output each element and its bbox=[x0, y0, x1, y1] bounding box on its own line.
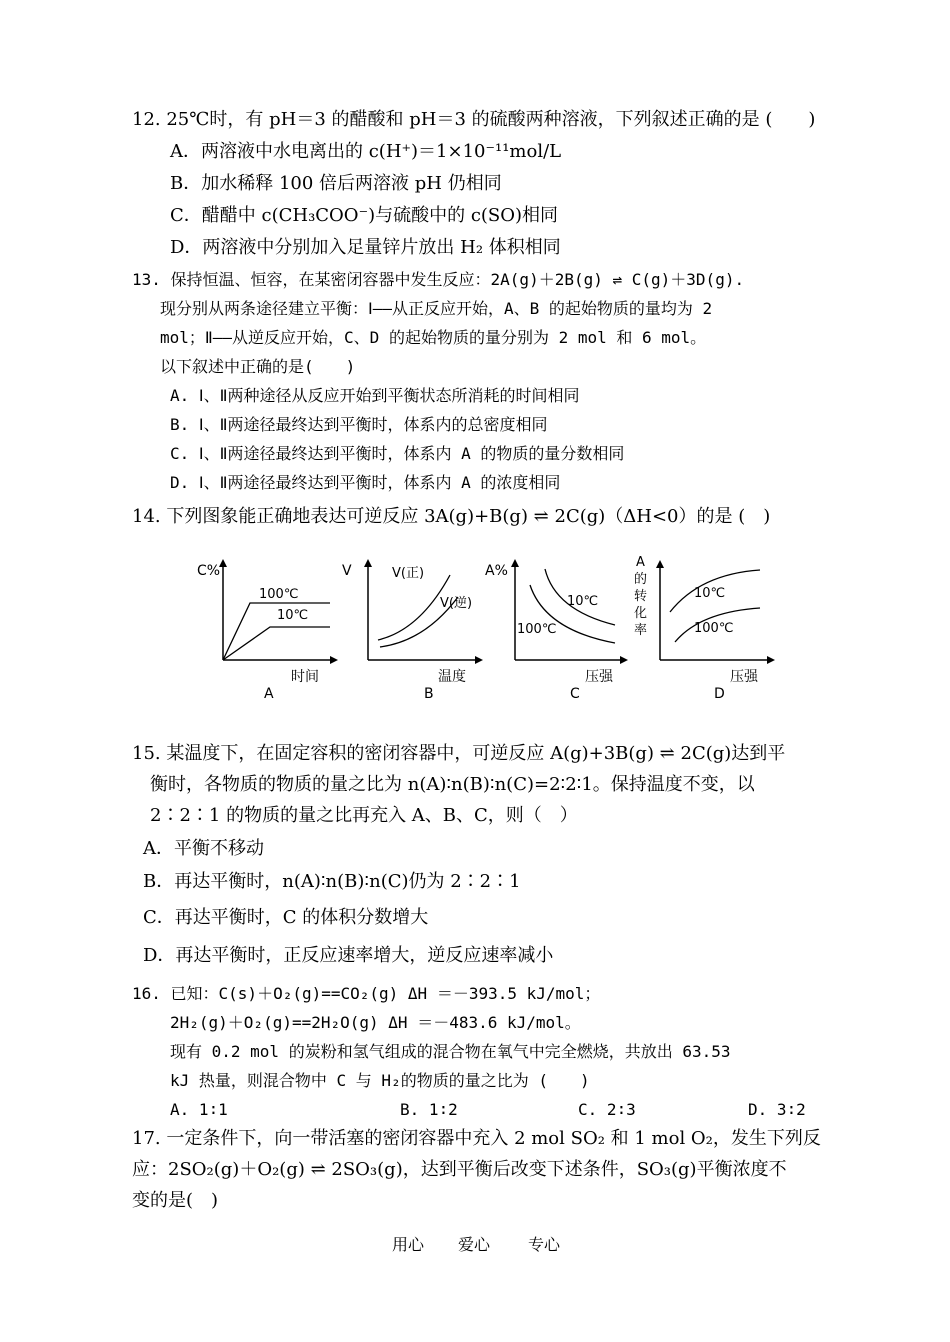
q13-option-a: A. Ⅰ、Ⅱ两种途径从反应开始到平衡状态所消耗的时间相同 bbox=[170, 386, 580, 405]
graph-d bbox=[630, 552, 780, 687]
graph-c-label-100: 100℃ bbox=[517, 622, 557, 637]
graph-a-label-10: 10℃ bbox=[277, 608, 309, 623]
graph-d-ylabel-4: 化 bbox=[634, 606, 648, 621]
q15-option-b: B．再达平衡时，n(A)∶n(B)∶n(C)仍为 2∶2∶1 bbox=[143, 871, 521, 892]
q15-option-c: C．再达平衡时，C 的体积分数增大 bbox=[143, 907, 429, 928]
q17-line-1: 17. 一定条件下，向一带活塞的密闭容器中充入 2 mol SO₂ 和 1 mol O₂，发生下列反 bbox=[132, 1128, 821, 1149]
q13-line-2: 现分别从两条途径建立平衡：Ⅰ——从正反应开始，A、B 的起始物质的量均为 2 bbox=[160, 299, 713, 318]
q13-option-d: D. Ⅰ、Ⅱ两途径最终达到平衡时，体系内 A 的浓度相同 bbox=[170, 473, 561, 492]
graph-d-x-arrow bbox=[767, 656, 775, 664]
q15-line-1: 15. 某温度下，在固定容积的密闭容器中，可逆反应 A(g)+3B(g) ⇌ 2C(g)达到平 bbox=[132, 743, 786, 764]
q16-option-a: A. 1∶1 bbox=[170, 1100, 228, 1119]
graph-d-ylabel-3: 转 bbox=[634, 589, 648, 604]
graph-d-label-10: 10℃ bbox=[694, 586, 726, 601]
graph-a-sublabel: A bbox=[264, 686, 274, 702]
graph-c bbox=[485, 555, 635, 685]
graph-c-ylabel: A% bbox=[485, 563, 508, 579]
graph-b-y-arrow bbox=[364, 559, 372, 567]
graph-b-x-arrow bbox=[475, 656, 483, 664]
q12-option-d: D．两溶液中分别加入足量锌片放出 H₂ 体积相同 bbox=[170, 237, 561, 258]
footer-text-3: 专心 bbox=[528, 1235, 561, 1254]
graph-d-sublabel: D bbox=[714, 686, 725, 702]
graph-c-x-arrow bbox=[620, 656, 628, 664]
q15-option-a: A．平衡不移动 bbox=[143, 838, 264, 859]
q12-stem: 12. 25℃时，有 pH＝3 的醋酸和 pH＝3 的硫酸两种溶液，下列叙述正确的是 ( ) bbox=[132, 109, 816, 130]
graph-a-label-100: 100℃ bbox=[259, 587, 299, 602]
q13-line-4: 以下叙述中正确的是( ) bbox=[160, 357, 356, 376]
graph-c-label-10: 10℃ bbox=[567, 594, 599, 609]
graph-b-xlabel: 温度 bbox=[438, 669, 466, 685]
q15-line-2: 衡时，各物质的物质的量之比为 n(A)∶n(B)∶n(C)=2∶2∶1。保持温度不变，以 bbox=[150, 774, 755, 795]
graph-d-ylabel-1: A bbox=[636, 555, 645, 570]
graph-d-ylabel-5: 率 bbox=[634, 623, 648, 638]
graph-d-xlabel: 压强 bbox=[730, 669, 758, 685]
q15-option-d: D．再达平衡时，正反应速率增大，逆反应速率减小 bbox=[143, 945, 554, 966]
graph-a-xlabel: 时间 bbox=[291, 669, 319, 685]
q17-line-3: 变的是( ) bbox=[132, 1190, 219, 1211]
q16-option-d: D. 3∶2 bbox=[748, 1100, 806, 1119]
q12-option-b: B．加水稀释 100 倍后两溶液 pH 仍相同 bbox=[170, 173, 502, 194]
q12-option-c: C．醋醋中 c(CH₃COO⁻)与硫酸中的 c(SO)相同 bbox=[170, 205, 559, 226]
footer-text-2: 爱心 bbox=[458, 1235, 491, 1254]
q16-option-c: C. 2∶3 bbox=[578, 1100, 636, 1119]
graph-a-y-arrow bbox=[219, 559, 227, 567]
q13-option-b: B. Ⅰ、Ⅱ两途径最终达到平衡时，体系内的总密度相同 bbox=[170, 415, 548, 434]
q13-option-c: C. Ⅰ、Ⅱ两途径最终达到平衡时，体系内 A 的物质的量分数相同 bbox=[170, 444, 625, 463]
graph-d-ylabel-2: 的 bbox=[634, 572, 648, 587]
q16-line-3: 现有 0.2 mol 的炭粉和氢气组成的混合物在氧气中完全燃烧，共放出 63.53 bbox=[170, 1042, 731, 1061]
q14-stem: 14. 下列图象能正确地表达可逆反应 3A(g)+B(g) ⇌ 2C(g)（ΔH<0）的是 ( ) bbox=[132, 506, 771, 527]
q16-line-2: 2H₂(g)＋O₂(g)==2H₂O(g) ΔH ＝－483.6 kJ/mol。 bbox=[170, 1013, 581, 1032]
graph-b-sublabel: B bbox=[424, 686, 434, 702]
graph-b-ylabel: V bbox=[342, 563, 352, 579]
graph-d-label-100: 100℃ bbox=[694, 621, 734, 636]
q17-line-2: 应：2SO₂(g)＋O₂(g) ⇌ 2SO₃(g)，达到平衡后改变下述条件，SO₃(g)平衡浓度不 bbox=[132, 1159, 787, 1180]
graph-b-label-reverse: V(逆) bbox=[440, 596, 473, 611]
graph-a-x-arrow bbox=[330, 656, 338, 664]
graph-a-ylabel: C% bbox=[197, 563, 221, 579]
footer-text-1: 用心 bbox=[392, 1235, 425, 1254]
q16-line-1: 16. 已知：C(s)＋O₂(g)==CO₂(g) ΔH ＝－393.5 kJ/mol； bbox=[132, 984, 601, 1003]
graph-a-curve-10 bbox=[223, 627, 330, 660]
graph-c-sublabel: C bbox=[570, 686, 580, 702]
graph-d-y-arrow bbox=[656, 560, 664, 568]
q16-option-b: B. 1∶2 bbox=[400, 1100, 458, 1119]
q15-line-3: 2∶2∶1 的物质的量之比再充入 A、B、C，则（ ） bbox=[150, 805, 578, 826]
q13-line-1: 13. 保持恒温、恒容，在某密闭容器中发生反应：2A(g)＋2B(g) ⇌ C(g)＋3D(g). bbox=[132, 270, 745, 289]
q13-line-3: mol；Ⅱ——从逆反应开始，C、D 的起始物质的量分别为 2 mol 和 6 mol。 bbox=[160, 328, 707, 347]
graph-c-xlabel: 压强 bbox=[585, 669, 613, 685]
q16-line-4: kJ 热量，则混合物中 C 与 H₂的物质的量之比为 ( ) bbox=[170, 1071, 590, 1090]
graph-b-label-forward: V(正) bbox=[392, 566, 425, 581]
graph-c-y-arrow bbox=[511, 559, 519, 567]
q12-option-a: A．两溶液中水电离出的 c(H⁺)＝1×10⁻¹¹mol/L bbox=[170, 141, 562, 162]
graph-b bbox=[340, 555, 490, 685]
graph-a bbox=[195, 555, 345, 685]
